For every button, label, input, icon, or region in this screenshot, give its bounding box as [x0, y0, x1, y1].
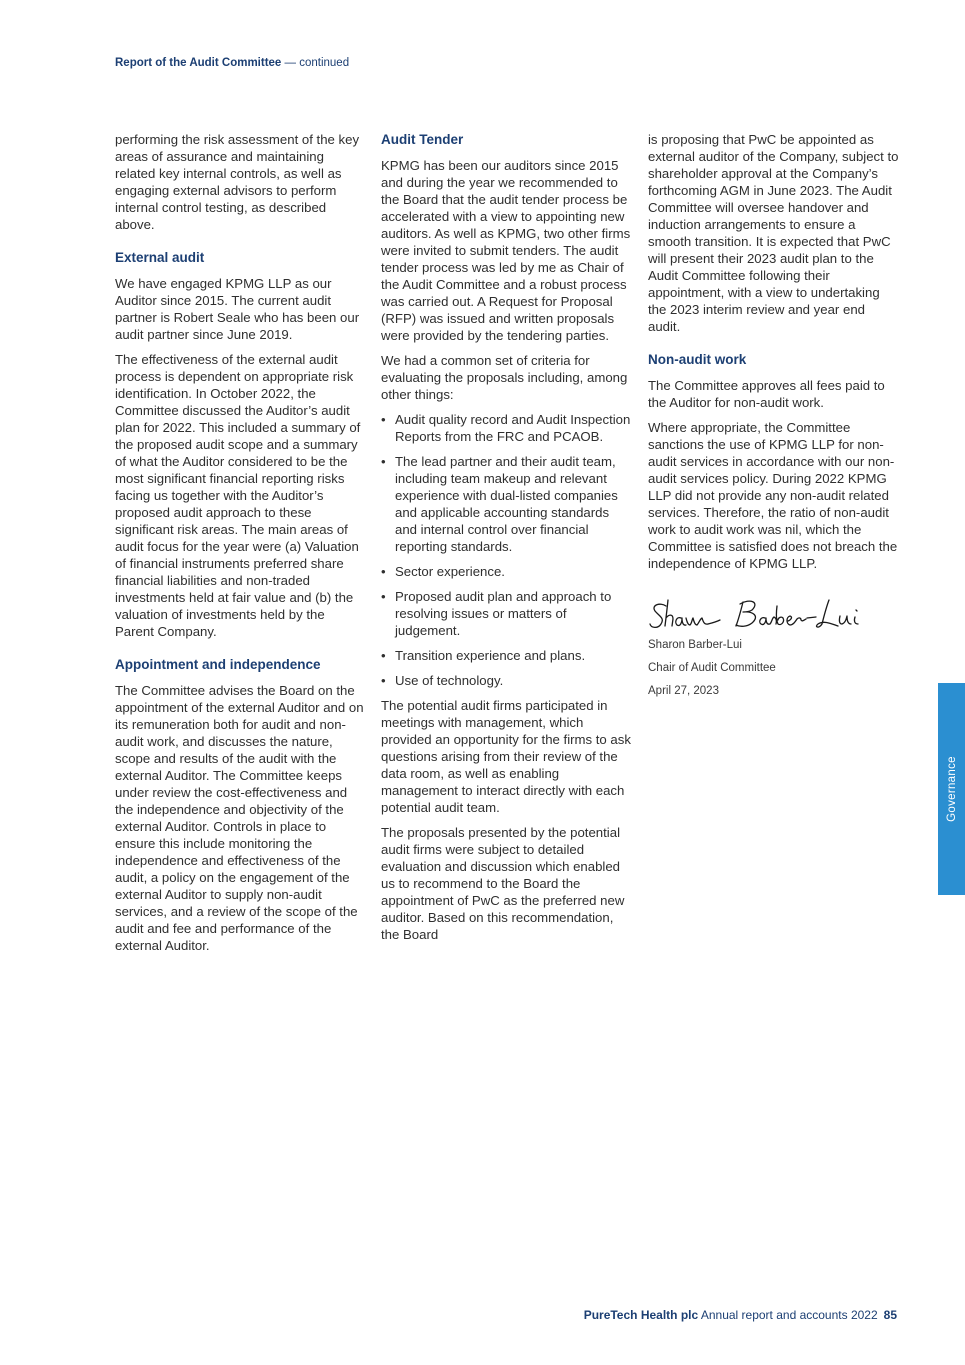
signatory-role: Chair of Audit Committee — [648, 662, 776, 674]
criteria-list — [381, 411, 631, 689]
paragraph: The effectiveness of the external audit process is dependent on appropriate risk identification. In October 2022, the Committee discussed the Auditor’s audit plan for 2022. This included a summary of the proposed audit scope and a summary of what the Auditor considered to be the most significant financial reporting risks facing us together with the Auditor’s proposed audit approach to these significant risk areas. The main areas of audit focus for the year were (a) Valuation of financial instruments preferred share financial liabilities and non-traded investments held at fair value and (b) the valuation of investments held by the Parent Company. — [115, 352, 361, 639]
column-2 — [381, 131, 631, 951]
paragraph: The potential audit firms participated in meetings with management, which provided an opportunity for the firms to ask questions arising from their review of the data room, as well as enabling management to interact directly with each potential audit team. — [381, 698, 631, 815]
paragraph: The Committee advises the Board on the appointment of the external Auditor and on its remuneration both for audit and non-audit work, and discusses the nature, scope and results of the audit with the external Auditor. The Committee keeps under review the cost-effectiveness and the independence and objectivity of the external Auditor. Controls in place to ensure this include monitoring the independence and effectiveness of the audit, a policy on the engagement of the external Auditor to supply non-audit services, and a review of the scope of the audit and fee and performance of the external Auditor. — [115, 683, 364, 953]
paragraph: KPMG has been our auditors since 2015 and during the year we recommended to the Board that the audit tender process be accelerated with a view to appointing new auditors. As well as KPMG, two other firms were invited to submit tenders. The audit tender process was led by me as Chair of the Audit Committee and a robust process was carried out. A Request for Proposal (RFP) was issued and written proposals were provided by the tendering parties. — [381, 158, 631, 343]
bullet-icon: • — [381, 412, 386, 427]
audit-tender-heading: Audit Tender — [381, 132, 464, 147]
section-title: Report of the Audit Committee — [115, 57, 282, 69]
list-item: • Use of technology. — [381, 673, 504, 688]
bullet-icon: • — [381, 648, 386, 663]
list-item: • Audit quality record and Audit Inspection Reports from the FRC and PCAOB. — [381, 412, 631, 444]
non-audit-heading: Non-audit work — [648, 352, 747, 367]
paragraph: We had a common set of criteria for evaluating the proposals including, among other things: — [381, 353, 628, 402]
paragraph: Where appropriate, the Committee sanctions the use of KPMG LLP for non-audit services in accordance with our non-audit services policy. During 2022 KPMG LLP did not provide any non-audit related services. Therefore, the ratio of non-audit work to audit work was nil, which the Committee is satisfied does not breach the independence of KPMG LLP. — [648, 420, 898, 571]
list-item: • Sector experience. — [381, 564, 505, 579]
page-number: 85 — [883, 1308, 897, 1322]
external-audit-heading: External audit — [115, 250, 205, 265]
signature — [648, 596, 900, 638]
company-name: PureTech Health plc — [583, 1308, 699, 1322]
column-3 — [648, 131, 900, 707]
column-1 — [115, 131, 365, 962]
publication-title: Annual report and accounts 2022 — [698, 1308, 878, 1322]
signature-date: April 27, 2023 — [648, 685, 719, 697]
page-footer — [584, 1308, 897, 1322]
bullet-icon: • — [381, 564, 386, 579]
intro-paragraph: performing the risk assessment of the key areas of assurance and maintaining related key internal controls, as well as engaging external advisors to perform internal control testing, as described above. — [115, 132, 360, 232]
signatory-name: Sharon Barber-Lui — [648, 639, 742, 651]
handwritten-signature — [648, 596, 878, 638]
paragraph: is proposing that PwC be appointed as external auditor of the Company, subject to shareholder approval at the Company’s forthcoming AGM in June 2023. The Audit Committee will oversee handover and induction arrangements to ensure a smooth transition. It is expected that PwC will present their 2023 audit plan to the Audit Committee following their appointment, with a view to undertaking the 2023 interim review and year end audit. — [648, 132, 899, 334]
bullet-icon: • — [381, 454, 386, 469]
bullet-icon: • — [381, 589, 386, 604]
running-header — [115, 57, 349, 69]
paragraph: We have engaged KPMG LLP as our Auditor since 2015. The current audit partner is Robert Seale who has been our audit partner since June 2019. — [115, 276, 360, 342]
appointment-heading: Appointment and independence — [115, 657, 321, 672]
paragraph: The Committee approves all fees paid to the Auditor for non-audit work. — [648, 378, 885, 410]
list-item: • Transition experience and plans. — [381, 648, 586, 663]
bullet-icon: • — [381, 673, 386, 688]
list-item: • The lead partner and their audit team, including team makeup and relevant experience with dual-listed companies and applicable accounting standards and internal control over financial reporting standards. — [381, 454, 618, 554]
paragraph: The proposals presented by the potential audit firms were subject to detailed evaluation and discussion which enabled us to recommend to the Board the appointment of PwC as the preferred new auditor. Based on this recommendation, the Board — [381, 825, 625, 942]
continued-label: — continued — [281, 57, 350, 69]
section-side-tab[interactable] — [938, 683, 965, 895]
list-item: • Proposed audit plan and approach to resolving issues or matters of judgement. — [381, 589, 612, 638]
side-tab-label: Governance — [945, 756, 958, 822]
